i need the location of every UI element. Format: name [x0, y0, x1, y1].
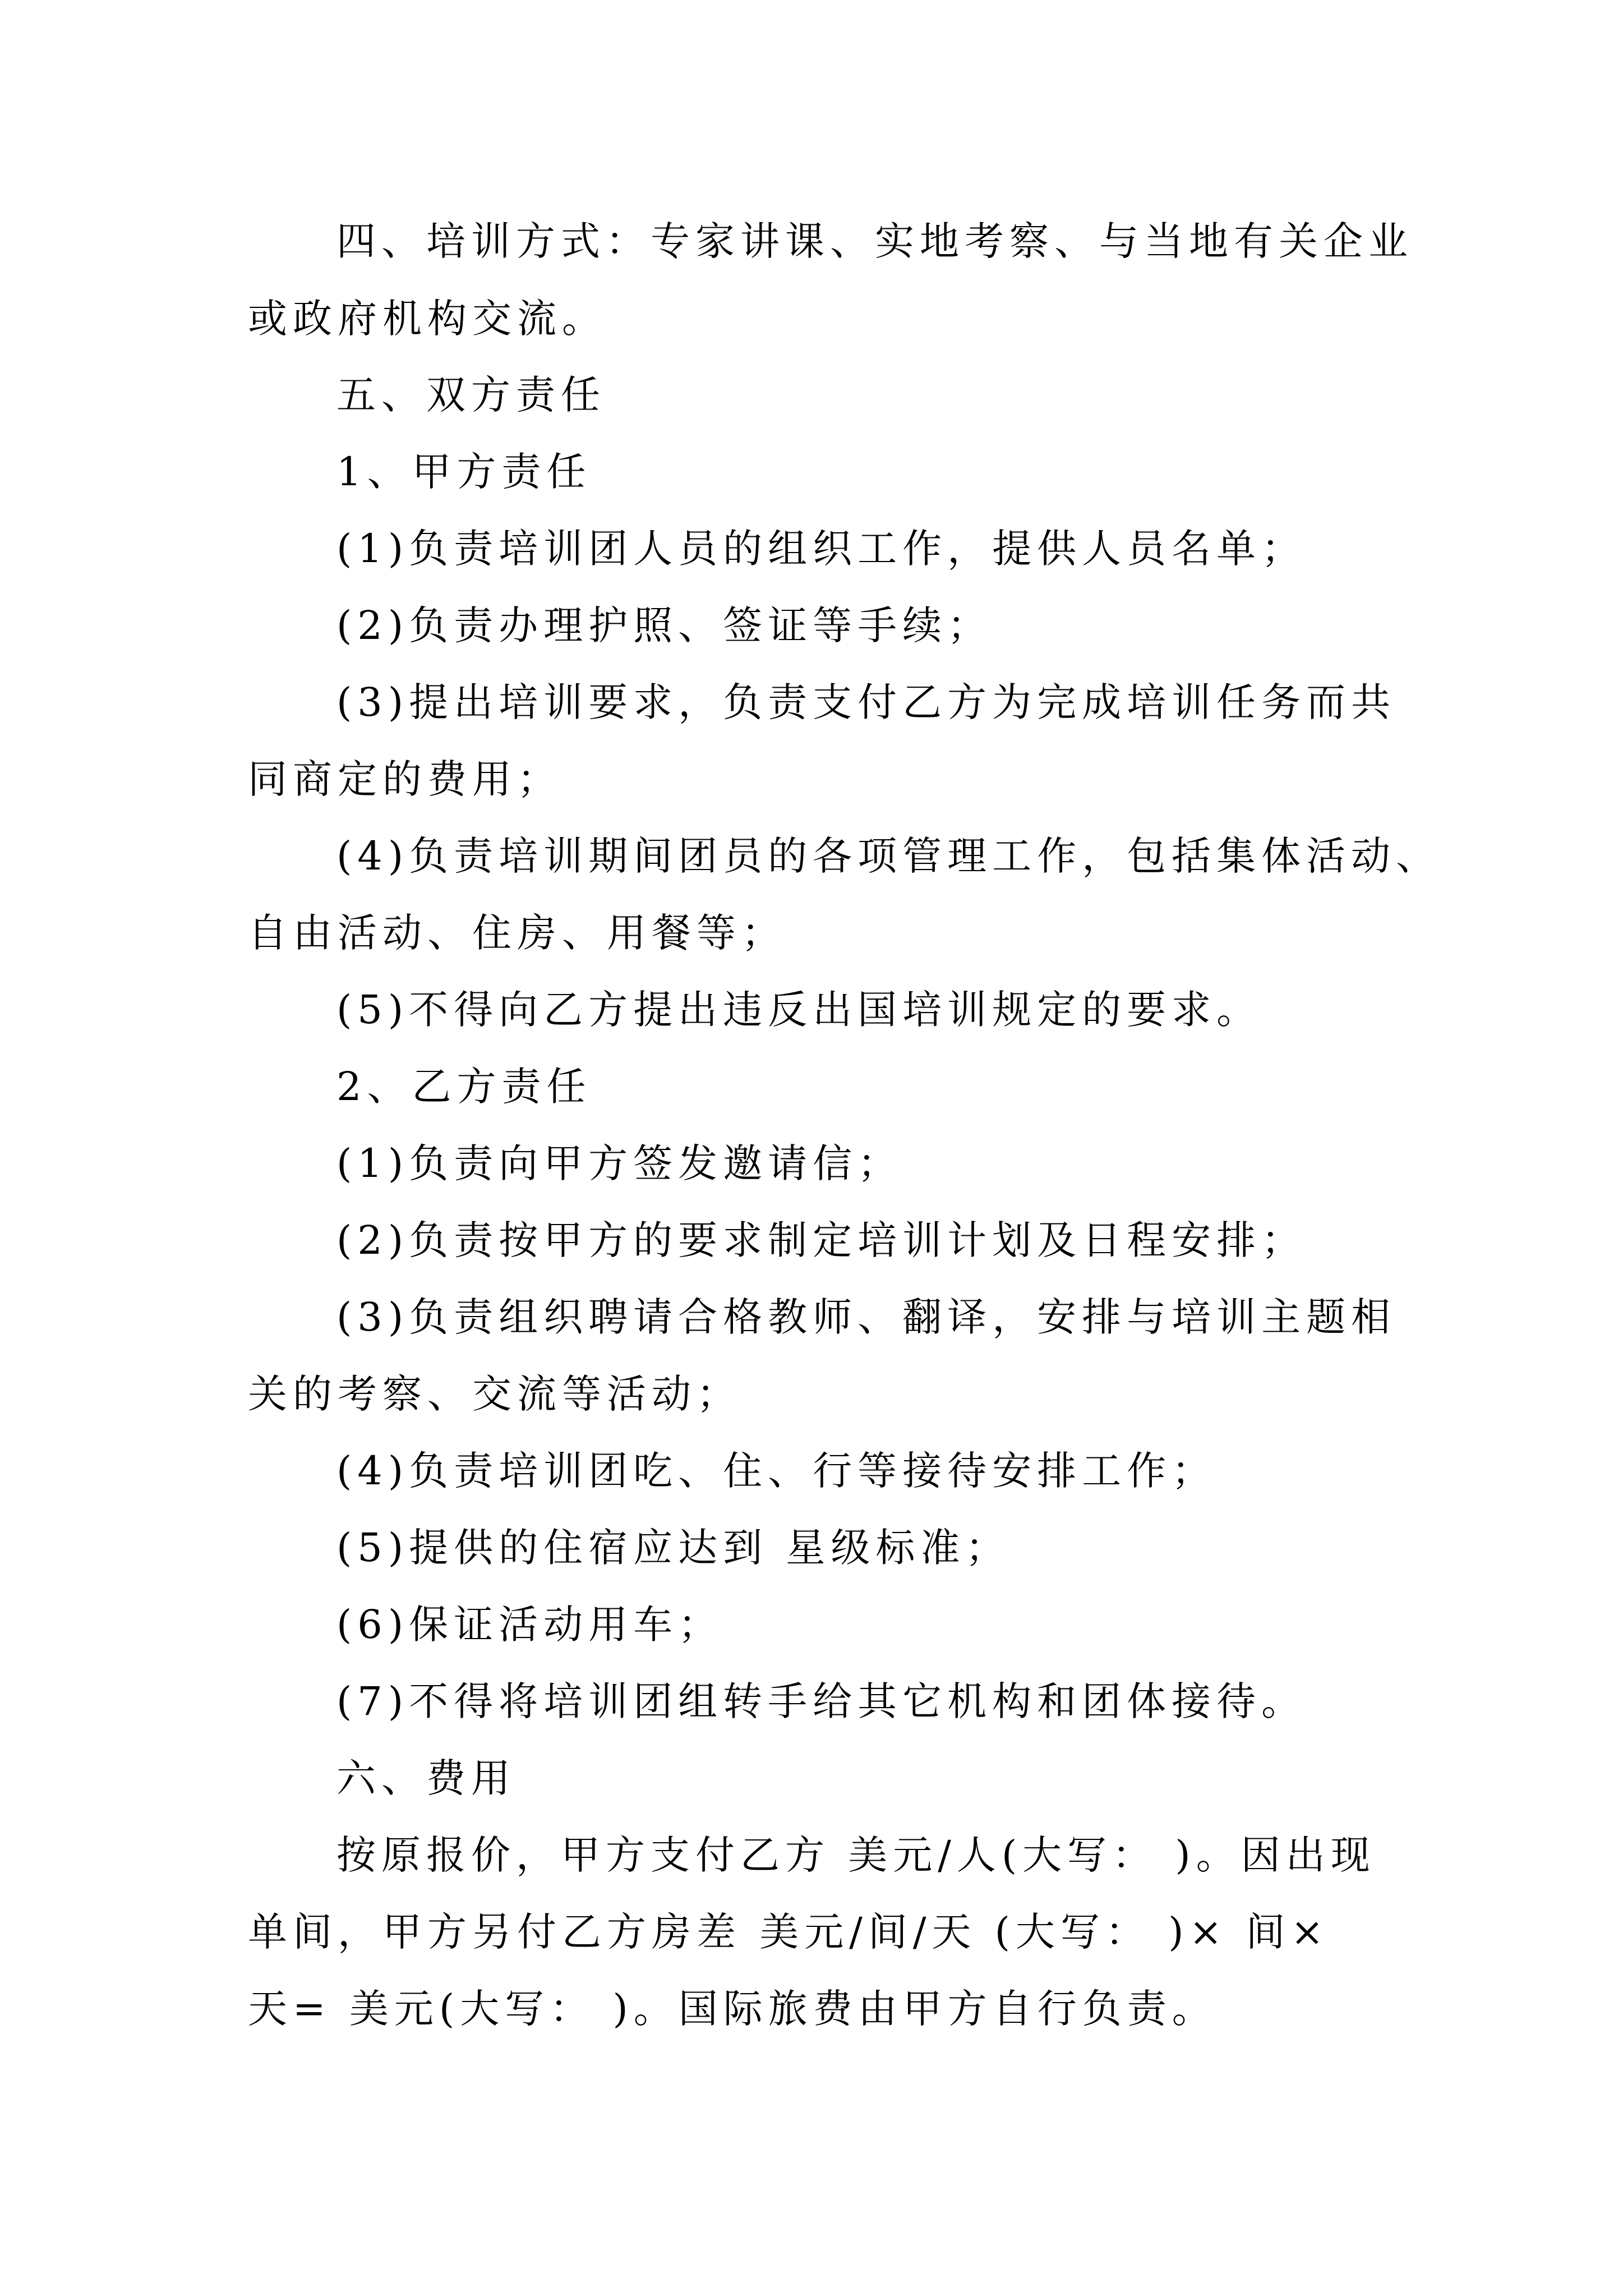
party-b-item-3-continuation: 关的考察、交流等活动； [248, 1371, 741, 1417]
section-4-training-method: 四、培训方式：专家讲课、实地考察、与当地有关企业 [336, 218, 1413, 264]
section-6-heading: 六、费用 [336, 1755, 516, 1801]
party-b-heading: 2、乙方责任 [336, 1064, 592, 1110]
party-b-item-1: (1)负责向甲方签发邀请信； [336, 1140, 903, 1186]
party-b-item-7: (7)不得将培训团组转手给其它机构和团体接待。 [336, 1678, 1307, 1724]
party-b-item-2: (2)负责按甲方的要求制定培训计划及日程安排； [336, 1217, 1307, 1263]
fees-paragraph-line-3: 天= 美元(大写： )。国际旅费由甲方自行负责。 [248, 1986, 1217, 2032]
section-5-heading: 五、双方责任 [336, 372, 606, 418]
party-a-item-2: (2)负责办理护照、签证等手续； [336, 602, 993, 648]
party-a-item-4-continuation: 自由活动、住房、用餐等； [248, 910, 786, 956]
fees-paragraph-line-2: 单间，甲方另付乙方房差 美元/间/天 (大写： )× 间× [248, 1909, 1330, 1955]
party-a-item-3: (3)提出培训要求，负责支付乙方为完成培训任务而共 [336, 679, 1396, 725]
section-4-continuation: 或政府机构交流。 [248, 296, 607, 342]
party-b-item-6: (6)保证活动用车； [336, 1602, 723, 1648]
party-a-item-4: (4)负责培训期间团员的各项管理工作，包括集体活动、 [336, 833, 1441, 879]
party-b-item-4: (4)负责培训团吃、住、行等接待安排工作； [336, 1448, 1217, 1494]
party-a-item-1: (1)负责培训团人员的组织工作，提供人员名单； [336, 526, 1307, 572]
party-a-item-3-continuation: 同商定的费用； [248, 756, 562, 802]
party-b-item-5: (5)提供的住宿应达到 星级标准； [336, 1525, 1011, 1571]
party-a-item-5: (5)不得向乙方提出违反出国培训规定的要求。 [336, 987, 1262, 1033]
party-a-heading: 1、甲方责任 [336, 449, 592, 495]
party-b-item-3: (3)负责组织聘请合格教师、翻译，安排与培训主题相 [336, 1294, 1396, 1340]
fees-paragraph-line-1: 按原报价，甲方支付乙方 美元/人(大写： )。因出现 [336, 1832, 1376, 1878]
